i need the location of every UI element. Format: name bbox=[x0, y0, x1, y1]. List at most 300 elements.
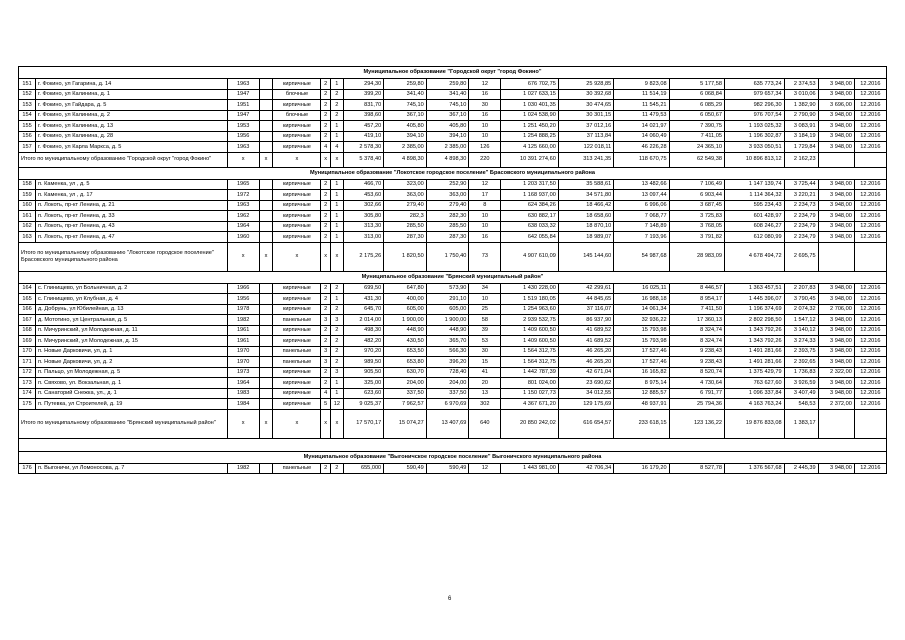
table-cell: кирпичные bbox=[273, 232, 321, 243]
table-cell: 337,50 bbox=[384, 388, 427, 399]
table-cell: 12.2016 bbox=[854, 79, 886, 90]
table-cell: 129 175,69 bbox=[558, 399, 613, 410]
table-cell: 1 024 538,90 bbox=[501, 110, 559, 121]
table-cell: кирпичные bbox=[273, 121, 321, 132]
table-cell: 86 937,90 bbox=[558, 315, 613, 326]
table-cell: 1 196 302,87 bbox=[724, 131, 784, 142]
table-cell: 13 482,66 bbox=[614, 179, 669, 190]
table-cell: 172 bbox=[19, 367, 36, 378]
table-cell: 1982 bbox=[227, 463, 259, 474]
table-cell: панельные bbox=[273, 463, 321, 474]
table-cell: 1 114 364,32 bbox=[724, 190, 784, 201]
total-cell: 313 241,35 bbox=[558, 152, 613, 167]
total-cell bbox=[818, 409, 854, 438]
total-cell: x bbox=[259, 242, 273, 271]
table-cell: 2 bbox=[321, 221, 331, 232]
table-cell: 3 725,44 bbox=[784, 179, 818, 190]
table-cell: 601 428,97 bbox=[724, 211, 784, 222]
table-cell: 174 bbox=[19, 388, 36, 399]
table-row bbox=[19, 100, 887, 111]
table-cell: 590,49 bbox=[384, 463, 427, 474]
table-cell: 3 948,00 bbox=[818, 325, 854, 336]
table-cell: 970,20 bbox=[343, 346, 383, 357]
table-cell: 2 385,00 bbox=[426, 142, 469, 153]
table-cell bbox=[259, 200, 273, 211]
spacer-row bbox=[19, 438, 887, 451]
total-cell: 19 876 833,08 bbox=[724, 409, 784, 438]
table-cell: 167 bbox=[19, 315, 36, 326]
table-cell: 8 324,74 bbox=[669, 336, 724, 347]
table-cell: 24 365,10 bbox=[669, 142, 724, 153]
table-cell: 3 948,00 bbox=[818, 142, 854, 153]
table-cell: 34 012,55 bbox=[558, 388, 613, 399]
total-cell: 1 750,40 bbox=[426, 242, 469, 271]
table-cell: 16 165,82 bbox=[614, 367, 669, 378]
table-cell: 2 bbox=[330, 336, 343, 347]
table-cell: 12.2016 bbox=[854, 325, 886, 336]
table-cell: 1961 bbox=[227, 336, 259, 347]
table-cell: 3 768,05 bbox=[669, 221, 724, 232]
table-cell: 164 bbox=[19, 283, 36, 294]
table-cell: 23 690,62 bbox=[558, 378, 613, 389]
table-cell: 159 bbox=[19, 190, 36, 201]
table-cell: 2 bbox=[321, 367, 331, 378]
table-cell: 170 bbox=[19, 346, 36, 357]
table-cell: 13 097,44 bbox=[614, 190, 669, 201]
section-header-row bbox=[19, 451, 887, 463]
table-cell: 2 bbox=[321, 304, 331, 315]
table-cell: 548,53 bbox=[784, 399, 818, 410]
table-row bbox=[19, 89, 887, 100]
total-cell: x bbox=[259, 409, 273, 438]
table-cell: 12.2016 bbox=[854, 283, 886, 294]
table-row bbox=[19, 131, 887, 142]
table-cell: 801 024,00 bbox=[501, 378, 559, 389]
table-cell: 2 bbox=[321, 336, 331, 347]
table-cell: 1965 bbox=[227, 179, 259, 190]
table-cell: кирпичные bbox=[273, 304, 321, 315]
table-row bbox=[19, 357, 887, 368]
table-row bbox=[19, 463, 887, 474]
table-cell: 400,00 bbox=[384, 294, 427, 305]
table-cell: 1960 bbox=[227, 232, 259, 243]
table-cell: 16 bbox=[469, 232, 501, 243]
table-cell: 41 bbox=[469, 367, 501, 378]
table-cell: 10 bbox=[469, 121, 501, 132]
table-cell: 2 bbox=[330, 357, 343, 368]
table-cell: 16 988,18 bbox=[614, 294, 669, 305]
table-cell: 3 948,00 bbox=[818, 200, 854, 211]
table-cell: 1978 bbox=[227, 304, 259, 315]
table-cell: 1 203 317,50 bbox=[501, 179, 559, 190]
table-cell: 42 299,61 bbox=[558, 283, 613, 294]
table-cell: 48 937,91 bbox=[614, 399, 669, 410]
total-cell: 1 383,17 bbox=[784, 409, 818, 438]
table-cell: 157 bbox=[19, 142, 36, 153]
table-cell: 2 445,39 bbox=[784, 463, 818, 474]
section-title: Муниципальное образование "Брянский муниципальный район" bbox=[19, 271, 887, 283]
table-cell: 46 226,28 bbox=[614, 142, 669, 153]
table-row bbox=[19, 110, 887, 121]
table-cell: 282,3 bbox=[384, 211, 427, 222]
table-cell: 1970 bbox=[227, 357, 259, 368]
table-cell: 12 bbox=[330, 399, 343, 410]
table-cell: 161 bbox=[19, 211, 36, 222]
table-cell: 623,60 bbox=[343, 388, 383, 399]
table-cell: 7 390,75 bbox=[669, 121, 724, 132]
table-cell: п. Локоть, пр-кт Ленина, д. 21 bbox=[36, 200, 228, 211]
table-cell: 10 bbox=[469, 211, 501, 222]
table-row bbox=[19, 232, 887, 243]
total-cell: 4 907 610,09 bbox=[501, 242, 559, 271]
total-cell: 2 162,23 bbox=[784, 152, 818, 167]
total-cell: 54 987,68 bbox=[614, 242, 669, 271]
total-label: Итого по муниципальному образованию "Локотское городское поселение" Брасовского муниципального района bbox=[19, 242, 228, 271]
table-cell: 653,50 bbox=[384, 346, 427, 357]
section-header-row bbox=[19, 271, 887, 283]
table-cell: 17 bbox=[469, 190, 501, 201]
table-cell: 624 384,26 bbox=[501, 200, 559, 211]
section-title: Муниципальное образование "Локотское городское поселение" Брасовского муниципального района bbox=[19, 167, 887, 179]
table-cell: 1 491 281,66 bbox=[724, 357, 784, 368]
table-cell: 3 bbox=[321, 346, 331, 357]
table-cell: кирпичные bbox=[273, 190, 321, 201]
table-cell bbox=[259, 378, 273, 389]
table-row bbox=[19, 399, 887, 410]
table-cell bbox=[259, 346, 273, 357]
table-cell: 12 885,57 bbox=[614, 388, 669, 399]
table-cell: 1 bbox=[330, 121, 343, 132]
table-cell: 405,80 bbox=[384, 121, 427, 132]
table-cell: блочные bbox=[273, 89, 321, 100]
section-total-row bbox=[19, 409, 887, 438]
table-cell: 17 527,46 bbox=[614, 346, 669, 357]
table-cell: 32 936,22 bbox=[614, 315, 669, 326]
table-cell: 12.2016 bbox=[854, 399, 886, 410]
table-row bbox=[19, 315, 887, 326]
table-row bbox=[19, 325, 887, 336]
total-cell: x bbox=[227, 242, 259, 271]
table-cell: 2 372,00 bbox=[818, 399, 854, 410]
table-cell: 12.2016 bbox=[854, 388, 886, 399]
table-cell: 7 148,89 bbox=[614, 221, 669, 232]
table-cell: кирпичные bbox=[273, 211, 321, 222]
table-cell: кирпичные bbox=[273, 221, 321, 232]
table-cell: 3 184,19 bbox=[784, 131, 818, 142]
table-cell: п. Путевка, ул Строителей, д. 19 bbox=[36, 399, 228, 410]
table-cell: кирпичные bbox=[273, 336, 321, 347]
table-cell: 1962 bbox=[227, 211, 259, 222]
table-cell: 3 948,00 bbox=[818, 131, 854, 142]
table-cell: г. Фокино, ул Карла Маркса, д. 5 bbox=[36, 142, 228, 153]
table-cell: 3 bbox=[330, 367, 343, 378]
table-row bbox=[19, 200, 887, 211]
table-cell: 1970 bbox=[227, 346, 259, 357]
table-cell: 2 bbox=[330, 346, 343, 357]
table-cell: 313,00 bbox=[343, 232, 383, 243]
table-row bbox=[19, 378, 887, 389]
table-cell: 3 687,45 bbox=[669, 200, 724, 211]
table-cell: 1 409 600,50 bbox=[501, 336, 559, 347]
table-cell: 325,00 bbox=[343, 378, 383, 389]
table-cell: 12.2016 bbox=[854, 336, 886, 347]
section-total-row bbox=[19, 242, 887, 271]
table-cell: 367,10 bbox=[384, 110, 427, 121]
total-cell: x bbox=[330, 152, 343, 167]
table-cell: 1 547,12 bbox=[784, 315, 818, 326]
table-cell: 566,30 bbox=[426, 346, 469, 357]
table-cell: 612 080,99 bbox=[724, 232, 784, 243]
table-cell: 1951 bbox=[227, 100, 259, 111]
table-cell: 5 177,58 bbox=[669, 79, 724, 90]
table-cell: кирпичные bbox=[273, 367, 321, 378]
table-cell: 653,80 bbox=[384, 357, 427, 368]
table-cell: 2 234,73 bbox=[784, 200, 818, 211]
table-cell: п. Новые Дарковичи, ул, д. 2 bbox=[36, 357, 228, 368]
table-cell: г. Фокино, ул Калинина, д. 2 bbox=[36, 110, 228, 121]
table-cell: 12.2016 bbox=[854, 315, 886, 326]
table-cell: 2 234,79 bbox=[784, 221, 818, 232]
table-cell: 6 996,06 bbox=[614, 200, 669, 211]
table-cell: 2 bbox=[321, 211, 331, 222]
table-cell: 448,90 bbox=[384, 325, 427, 336]
table-cell: 448,90 bbox=[426, 325, 469, 336]
table-cell: 573,90 bbox=[426, 283, 469, 294]
table-cell: 3 140,12 bbox=[784, 325, 818, 336]
table-cell: кирпичные bbox=[273, 294, 321, 305]
table-cell: 1 bbox=[330, 232, 343, 243]
total-cell: 4 678 494,72 bbox=[724, 242, 784, 271]
page-number: 6 bbox=[448, 596, 452, 602]
total-cell: 220 bbox=[469, 152, 501, 167]
table-cell: 1 bbox=[330, 221, 343, 232]
table-cell: 1 bbox=[330, 378, 343, 389]
table-cell: 979 657,34 bbox=[724, 89, 784, 100]
total-cell: 13 407,69 bbox=[426, 409, 469, 438]
table-cell: 171 bbox=[19, 357, 36, 368]
table-cell: 337,50 bbox=[426, 388, 469, 399]
table-cell: 1 bbox=[330, 294, 343, 305]
table-cell: 2 bbox=[330, 100, 343, 111]
table-cell: 302 bbox=[469, 399, 501, 410]
table-cell: 3 948,00 bbox=[818, 294, 854, 305]
table-cell: 905,50 bbox=[343, 367, 383, 378]
table-cell: 2 bbox=[321, 232, 331, 243]
table-cell: 305,80 bbox=[343, 211, 383, 222]
table-cell: 42 671,04 bbox=[558, 367, 613, 378]
table-cell: 630 882,17 bbox=[501, 211, 559, 222]
table-cell: 3 948,00 bbox=[818, 283, 854, 294]
table-cell: 168 bbox=[19, 325, 36, 336]
table-row bbox=[19, 294, 887, 305]
table-cell: 4 367 671,20 bbox=[501, 399, 559, 410]
table-cell: 8 520,74 bbox=[669, 367, 724, 378]
table-cell: 126 bbox=[469, 142, 501, 153]
table-cell: 4 bbox=[321, 142, 331, 153]
table-cell: 46 265,20 bbox=[558, 357, 613, 368]
table-cell: п. Выгоничи, ул Ломоносова, д. 7 bbox=[36, 463, 228, 474]
table-cell: 1 096 337,84 bbox=[724, 388, 784, 399]
table-cell: 163 bbox=[19, 232, 36, 243]
table-cell: 2 bbox=[321, 463, 331, 474]
table-cell: 2 207,83 bbox=[784, 283, 818, 294]
table-cell: 1 736,83 bbox=[784, 367, 818, 378]
table-cell bbox=[259, 357, 273, 368]
table-cell: 12 bbox=[469, 463, 501, 474]
table-cell: 41 689,52 bbox=[558, 325, 613, 336]
table-cell: 18 870,10 bbox=[558, 221, 613, 232]
table-cell: 1961 bbox=[227, 325, 259, 336]
table-cell bbox=[259, 89, 273, 100]
table-cell: 1956 bbox=[227, 131, 259, 142]
table-cell: 1 363 457,51 bbox=[724, 283, 784, 294]
table-cell: 11 545,21 bbox=[614, 100, 669, 111]
total-cell bbox=[818, 242, 854, 271]
table-cell: 2 234,79 bbox=[784, 232, 818, 243]
table-cell bbox=[259, 325, 273, 336]
table-cell: кирпичные bbox=[273, 79, 321, 90]
table-cell: 17 527,46 bbox=[614, 357, 669, 368]
table-row bbox=[19, 283, 887, 294]
table-cell: с. Глинищево, ул Клубная, д. 4 bbox=[36, 294, 228, 305]
table-cell: 2 322,00 bbox=[818, 367, 854, 378]
table-cell: 14 061,34 bbox=[614, 304, 669, 315]
total-cell: 1 820,50 bbox=[384, 242, 427, 271]
table-cell: 2 bbox=[321, 190, 331, 201]
table-cell: 1 254 888,25 bbox=[501, 131, 559, 142]
table-cell: 3 948,00 bbox=[818, 388, 854, 399]
table-cell: 160 bbox=[19, 200, 36, 211]
table-cell: п. Каменка, ул , д. 17 bbox=[36, 190, 228, 201]
table-cell bbox=[259, 121, 273, 132]
table-cell: 3 948,00 bbox=[818, 357, 854, 368]
total-cell: x bbox=[273, 409, 321, 438]
table-cell: 1947 bbox=[227, 110, 259, 121]
total-cell: 616 654,57 bbox=[558, 409, 613, 438]
table-cell: 2 bbox=[330, 463, 343, 474]
table-cell: 12.2016 bbox=[854, 221, 886, 232]
table-cell: 605,00 bbox=[426, 304, 469, 315]
table-cell: 154 bbox=[19, 110, 36, 121]
table-cell: 122 018,11 bbox=[558, 142, 613, 153]
table-cell: 204,00 bbox=[426, 378, 469, 389]
table-cell: 1 445 396,07 bbox=[724, 294, 784, 305]
table-cell: 6 791,77 bbox=[669, 388, 724, 399]
table-cell: 1973 bbox=[227, 367, 259, 378]
table-cell: 12.2016 bbox=[854, 200, 886, 211]
table-cell: 1 bbox=[330, 79, 343, 90]
table-cell: 2 074,32 bbox=[784, 304, 818, 315]
table-cell: 2 bbox=[330, 325, 343, 336]
table-row bbox=[19, 190, 887, 201]
total-cell: x bbox=[227, 409, 259, 438]
table-cell: 341,40 bbox=[426, 89, 469, 100]
table-cell: 12 bbox=[469, 179, 501, 190]
table-cell: 25 928,85 bbox=[558, 79, 613, 90]
table-cell: 341,40 bbox=[384, 89, 427, 100]
table-cell: 9 025,37 bbox=[343, 399, 383, 410]
table-cell: д. Мототино, ул Центральная, д. 5 bbox=[36, 315, 228, 326]
table-cell: 1 bbox=[330, 211, 343, 222]
table-cell: 2 bbox=[321, 283, 331, 294]
table-cell bbox=[259, 142, 273, 153]
table-cell: 3 933 050,51 bbox=[724, 142, 784, 153]
total-cell: 123 136,22 bbox=[669, 409, 724, 438]
table-cell: 313,30 bbox=[343, 221, 383, 232]
table-cell: 3 948,00 bbox=[818, 336, 854, 347]
table-cell bbox=[259, 131, 273, 142]
total-cell: 5 378,40 bbox=[343, 152, 383, 167]
total-cell: x bbox=[330, 242, 343, 271]
table-cell: п. Мичуринский, ул Молодежная, д. 15 bbox=[36, 336, 228, 347]
table-cell: 8 954,17 bbox=[669, 294, 724, 305]
table-cell: 1963 bbox=[227, 142, 259, 153]
table-cell: 605,00 bbox=[384, 304, 427, 315]
table-cell: 394,10 bbox=[426, 131, 469, 142]
table-cell: 457,20 bbox=[343, 121, 383, 132]
table-cell: 635 773,24 bbox=[724, 79, 784, 90]
table-cell: 1 bbox=[330, 200, 343, 211]
table-cell: 152 bbox=[19, 89, 36, 100]
table-cell: 25 794,36 bbox=[669, 399, 724, 410]
table-cell: 647,80 bbox=[384, 283, 427, 294]
table-cell: 12.2016 bbox=[854, 110, 886, 121]
table-cell: 642 055,84 bbox=[501, 232, 559, 243]
table-cell: 30 474,65 bbox=[558, 100, 613, 111]
table-cell: 2 374,53 bbox=[784, 79, 818, 90]
table-cell: 12.2016 bbox=[854, 294, 886, 305]
table-cell: 20 bbox=[469, 378, 501, 389]
table-cell: 8 324,74 bbox=[669, 325, 724, 336]
table-cell: 3 220,21 bbox=[784, 190, 818, 201]
total-cell: x bbox=[259, 152, 273, 167]
table-cell: 1 430 228,00 bbox=[501, 283, 559, 294]
table-cell: 34 571,80 bbox=[558, 190, 613, 201]
table-cell: 294,30 bbox=[343, 79, 383, 90]
total-cell: x bbox=[273, 242, 321, 271]
table-cell: 11 479,53 bbox=[614, 110, 669, 121]
table-cell: г. Фокино, ул Гайдара, д. 5 bbox=[36, 100, 228, 111]
table-cell: панельные bbox=[273, 315, 321, 326]
table-cell: 3 407,49 bbox=[784, 388, 818, 399]
total-cell bbox=[854, 242, 886, 271]
table-cell: 16 179,20 bbox=[614, 463, 669, 474]
table-cell: 1 027 633,15 bbox=[501, 89, 559, 100]
table-cell: 2 bbox=[330, 89, 343, 100]
table-cell: 10 bbox=[469, 221, 501, 232]
total-label: Итого по муниципальному образованию "Городской округ "город Фокино" bbox=[19, 152, 228, 167]
table-cell: 7 106,49 bbox=[669, 179, 724, 190]
total-cell: 20 850 242,02 bbox=[501, 409, 559, 438]
table-cell: 3 948,00 bbox=[818, 211, 854, 222]
total-cell: x bbox=[321, 152, 331, 167]
table-cell: 989,50 bbox=[343, 357, 383, 368]
table-cell bbox=[259, 179, 273, 190]
table-cell: 18 658,60 bbox=[558, 211, 613, 222]
table-cell: 3 948,00 bbox=[818, 346, 854, 357]
total-cell: 233 618,15 bbox=[614, 409, 669, 438]
table-row bbox=[19, 367, 887, 378]
table-cell: 8 bbox=[469, 200, 501, 211]
table-row bbox=[19, 179, 887, 190]
table-cell: 3 010,06 bbox=[784, 89, 818, 100]
table-cell: 2 bbox=[321, 121, 331, 132]
table-cell: 151 bbox=[19, 79, 36, 90]
table-cell: 453,60 bbox=[343, 190, 383, 201]
table-cell: 367,10 bbox=[426, 110, 469, 121]
total-cell: x bbox=[330, 409, 343, 438]
table-cell: 1 343 792,26 bbox=[724, 336, 784, 347]
